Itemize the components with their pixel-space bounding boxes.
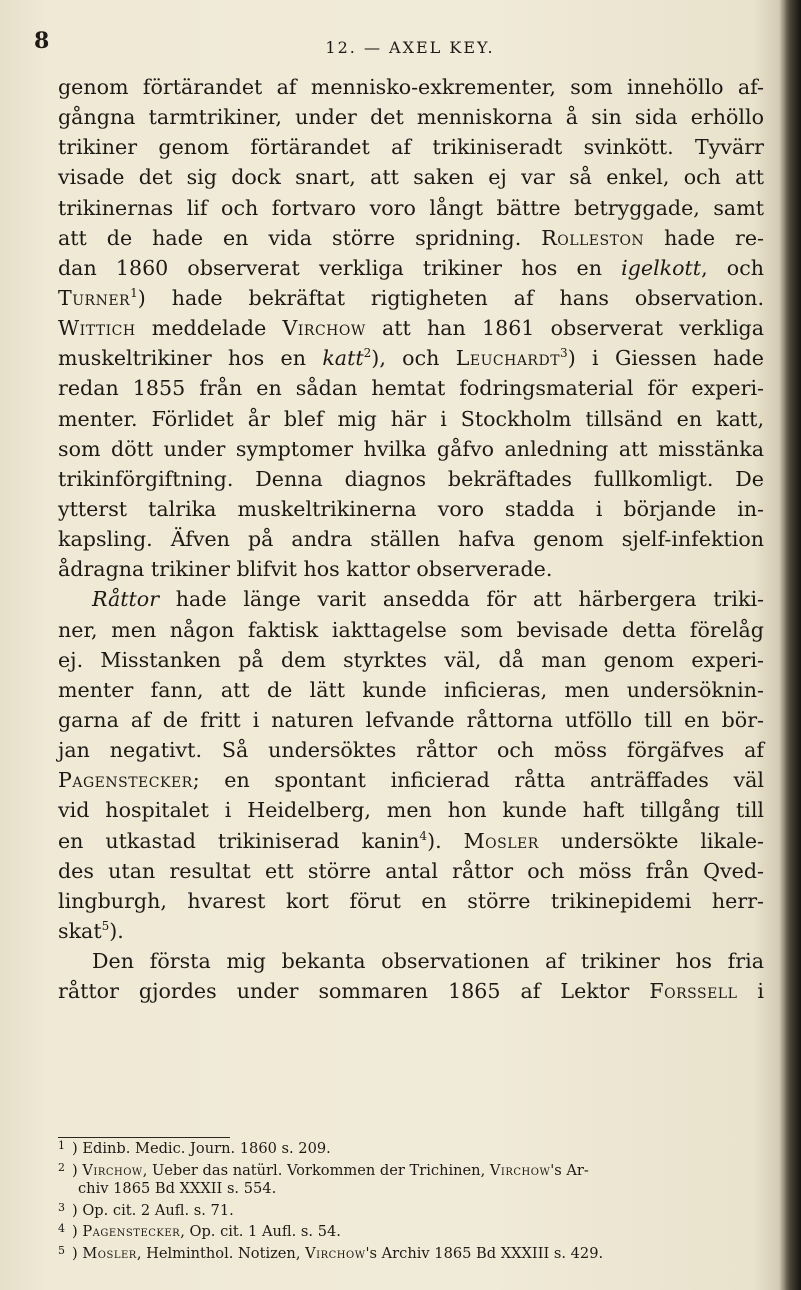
footnote-continuation: chiv 1865 Bd XXXII s. 554.: [78, 1180, 277, 1197]
footnotes: [58, 1137, 764, 1263]
text-line: en utkastad trikiniserad kanin$^4$). Mosler undersökte likale-: [58, 828, 764, 853]
book-spine-shadow: [779, 0, 801, 1290]
text-line: menter fann, att de lätt kunde inficieras, men undersöknin-: [58, 677, 764, 702]
text-line: jan negativt. Så undersöktes råttor och möss förgäfves af: [58, 738, 764, 763]
text-line: råttor gjordes under sommaren 1865 af Lektor Forssell i: [58, 979, 764, 1004]
text-line: genom förtärandet af mennisko-exkrementer, som innehöllo af-: [58, 75, 764, 99]
author-name: Wittich: [58, 316, 136, 341]
author-name: Pagenstecker: [58, 768, 193, 793]
page-number: 8: [34, 28, 50, 54]
text-line: vid hospitalet i Heidelberg, men hon kunde haft tillgång till: [58, 798, 764, 823]
text-line: redan 1855 från en sådan hemtat fodringsmaterial för experi-: [58, 376, 764, 401]
text-line: Pagenstecker; en spontant inficierad råtta anträffades väl: [58, 768, 764, 793]
text-line: Turner$^1$) hade bekräftat rigtigheten af hans observation.: [58, 285, 764, 310]
emphasis: igelkott: [621, 255, 702, 280]
text-line: garna af de fritt i naturen lefvande råttorna utföllo till en bör-: [58, 707, 764, 732]
main-text: [58, 72, 764, 1006]
author-name: Turner: [58, 285, 131, 310]
text-line: trikiner genom förtärandet af trikiniseradt svinkött. Tyvärr: [58, 135, 764, 160]
page-header: [0, 28, 801, 64]
footnote: 2 ) Virchow, Ueber das natürl. Vorkommen der Trichinen, Virchow's Ar-: [58, 1160, 589, 1179]
text-line: lingburgh, hvarest kort förut en större trikinepidemi herr-: [58, 888, 764, 913]
text-line: trikinförgiftning. Denna diagnos bekräftades fullkomligt. De: [58, 466, 764, 491]
footnote-ref[interactable]: 2: [363, 346, 372, 361]
text-line: att de hade en vida större spridning. Rolleston hade re-: [58, 225, 764, 250]
text-line: menter. Förlidet år blef mig här i Stockholm tillsänd en katt,: [58, 406, 764, 431]
text-line: muskeltrikiner hos en katt$^2$), och Leuchardt$^3$) i Giessen hade: [58, 346, 764, 371]
footnote-ref[interactable]: 1: [130, 285, 138, 300]
emphasis: katt: [322, 346, 364, 371]
footnote-ref[interactable]: 5: [101, 918, 110, 933]
text-line: trikinernas lif och fortvaro voro långt bättre betryggade, samt: [58, 195, 764, 220]
text-line: dan 1860 observerat verkliga trikiner hos en igelkott, och: [58, 255, 764, 280]
footnote: 3 ) Op. cit. 2 Aufl. s. 71.: [58, 1200, 234, 1219]
text-line: ådragna trikiner blifvit hos kattor observerade.: [58, 557, 553, 582]
text-line: skat$^5$).: [58, 918, 124, 943]
footnote-ref[interactable]: 4: [419, 828, 428, 843]
text-line: som dött under symptomer hvilka gåfvo anledning att misstänka: [58, 436, 764, 461]
author-name: Rolleston: [541, 225, 645, 250]
text-line: Den första mig bekanta observationen af trikiner hos fria: [92, 949, 764, 974]
footnote: 1 ) Edinb. Medic. Journ. 1860 s. 209.: [58, 1139, 331, 1157]
author-name: Mosler: [463, 828, 539, 853]
text-line: kapsling. Äfven på andra ställen hafva genom sjelf-infektion: [58, 527, 764, 552]
text-line: ej. Misstanken på dem styrktes väl, då man genom experi-: [58, 647, 764, 672]
footnote: 4 ) Pagenstecker, Op. cit. 1 Aufl. s. 54.: [58, 1222, 341, 1240]
running-head: 12. — AXEL KEY.: [325, 38, 495, 57]
author-name: Forssell: [649, 979, 738, 1004]
text-line: gångna tarmtrikiner, under det menniskorna å sin sida erhöllo: [58, 105, 764, 130]
emphasis: Råttor: [92, 587, 160, 612]
text-line: Wittich meddelade Virchow att han 1861 observerat verkliga: [58, 316, 764, 341]
author-name: Virchow: [282, 316, 366, 341]
footnote-ref[interactable]: 3: [560, 346, 568, 361]
text-line: visade det sig dock snart, att saken ej var så enkel, och att: [58, 165, 764, 190]
footnote: 5 ) Mosler, Helminthol. Notizen, Virchow's Archiv 1865 Bd XXXIII s. 429.: [58, 1243, 604, 1262]
author-name: Leuchardt: [455, 346, 561, 371]
text-line: des utan resultat ett större antal råttor och möss från Qved-: [58, 858, 764, 883]
text-line: Råttor hade länge varit ansedda för att härbergera triki-: [92, 587, 764, 612]
text-line: ytterst talrika muskeltrikinerna voro stadda i börjande in-: [58, 496, 764, 521]
text-line: ner, men någon faktisk iakttagelse som bevisade detta förelåg: [58, 617, 764, 642]
